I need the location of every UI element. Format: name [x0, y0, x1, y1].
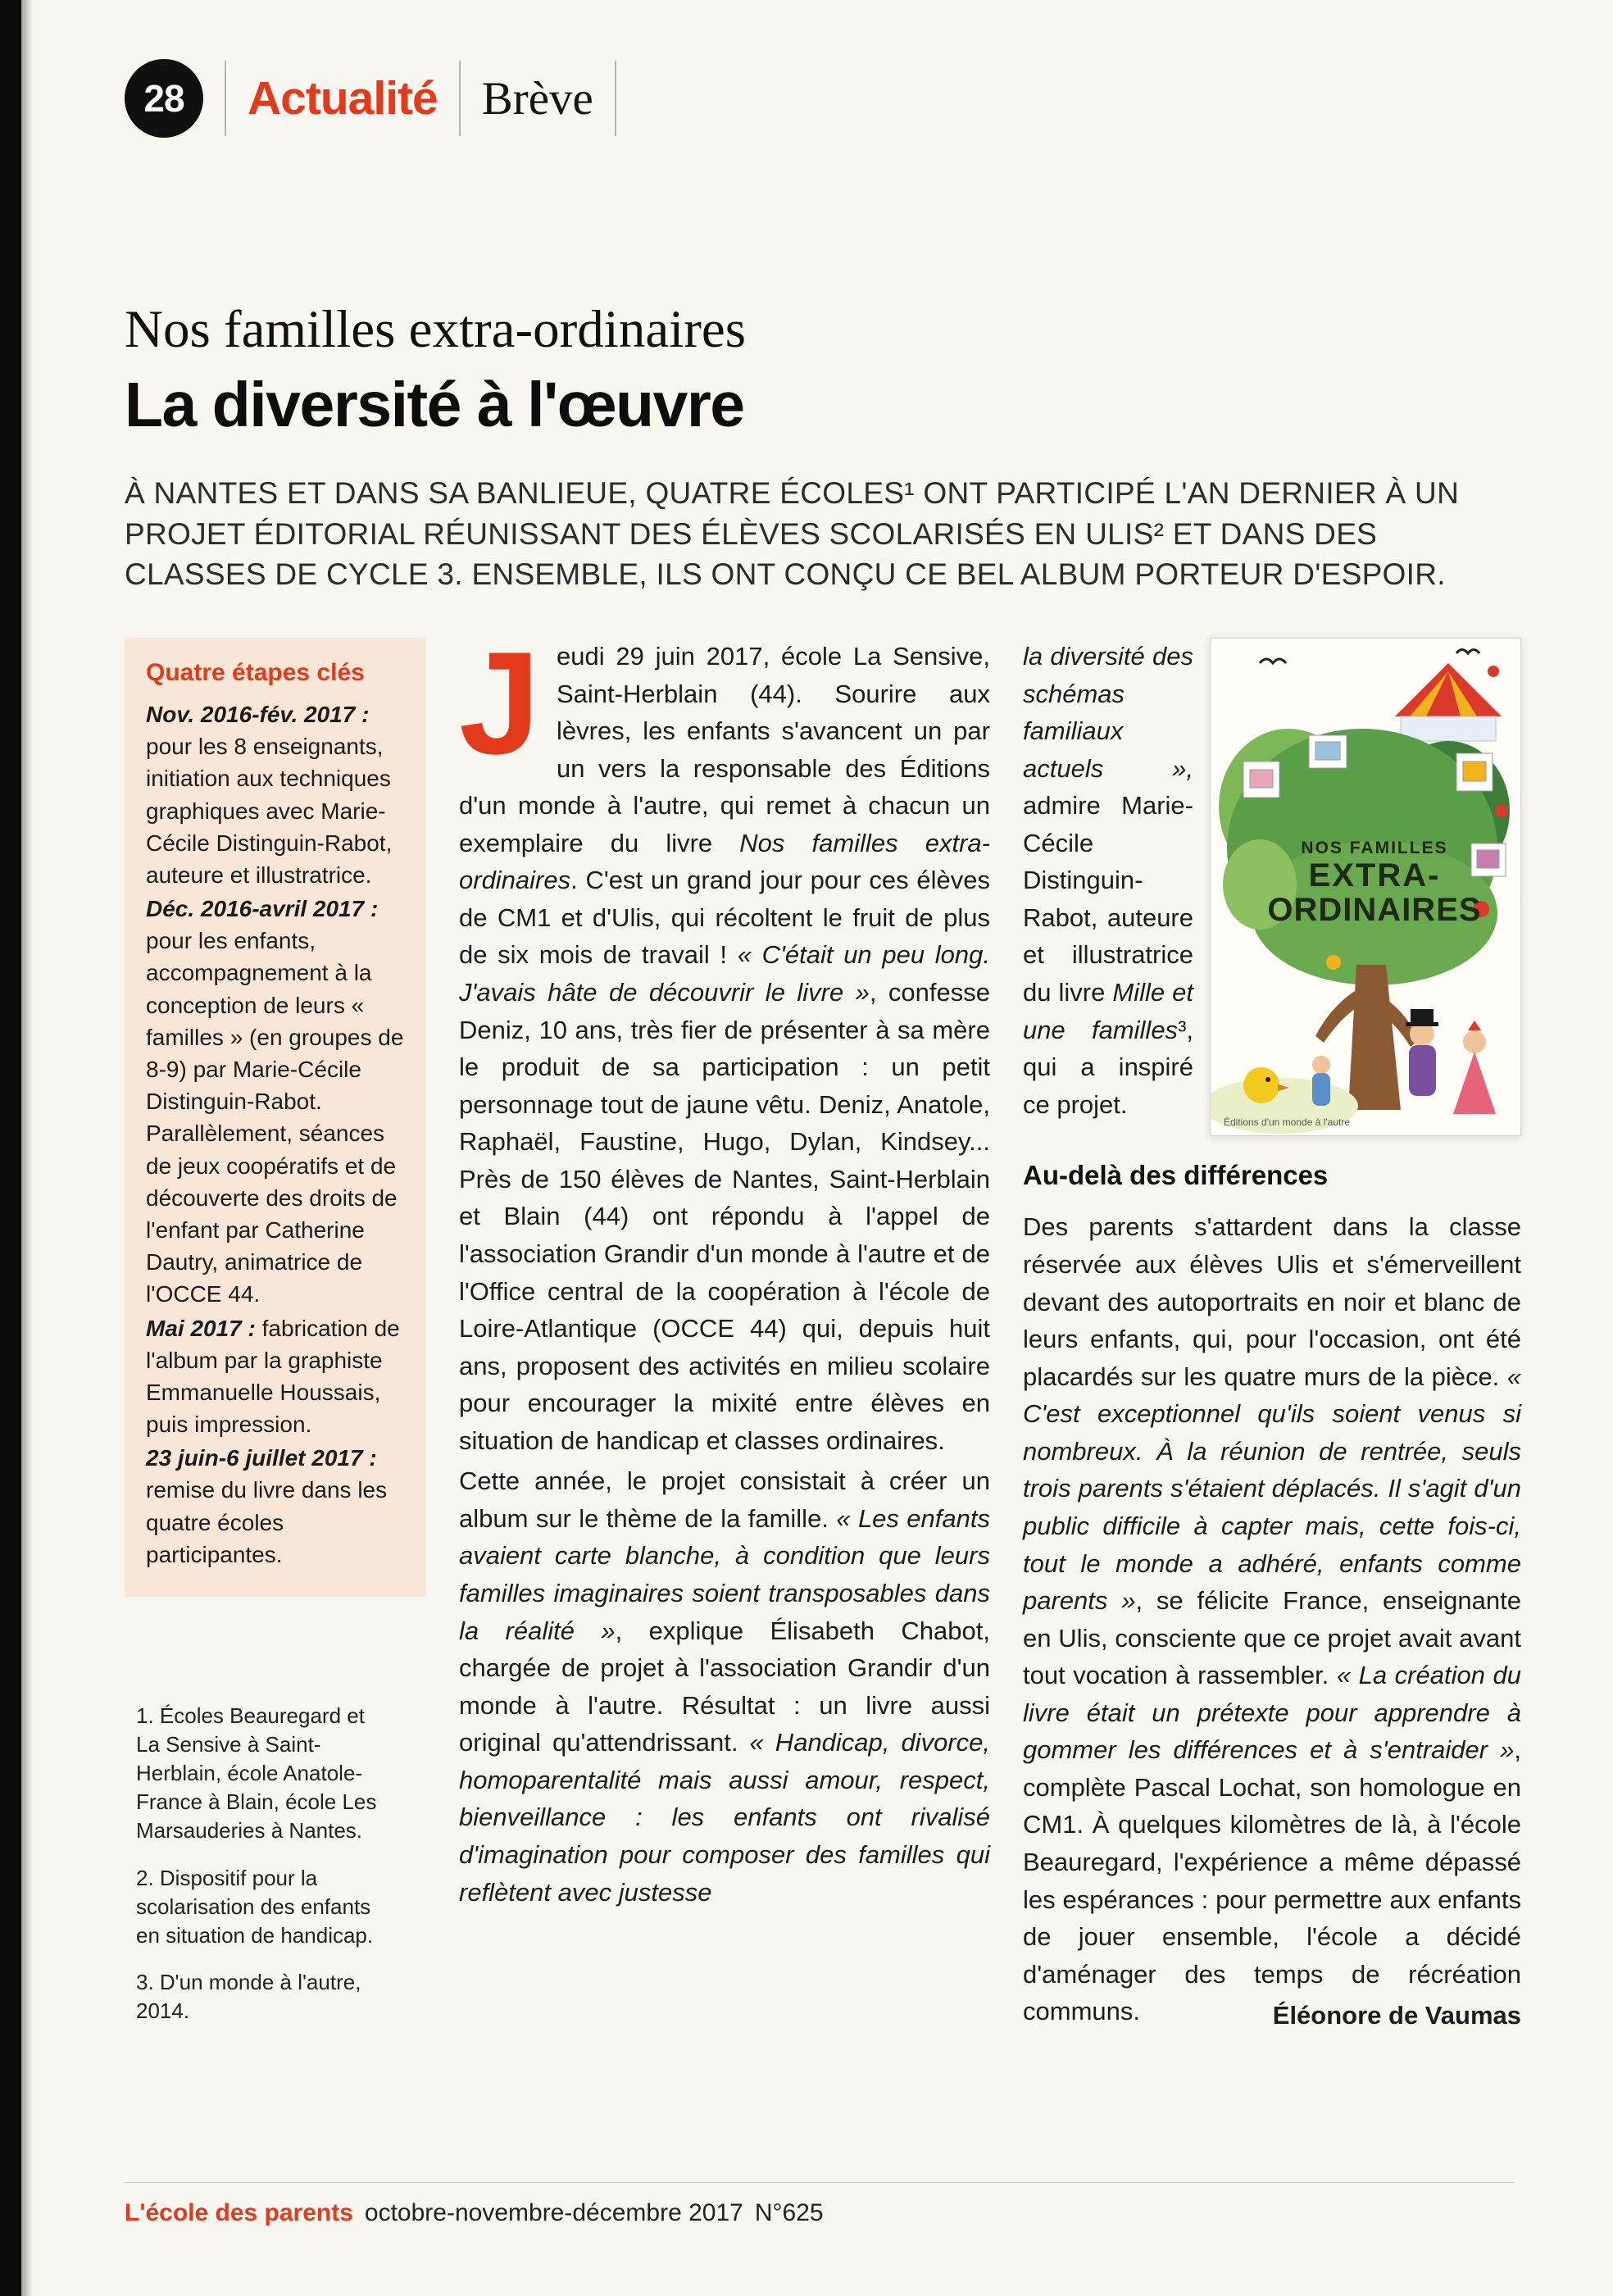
- step-text: pour les 8 enseignants, initiation aux techniques graphiques avec Marie-Cécile Distinguin-Rabot, auteure et illustratrice.: [146, 734, 393, 888]
- article-paragraph: Des parents s'attardent dans la classe réservée aux élèves Ulis et s'émerveillent devant des autoportraits en noir et blanc de leurs enfants, qui, pour l'occasion, ont été placardés sur les quatre murs de la pièce. « C'est exceptionnel qu'ils soient venus si nombreux. À la réunion de rentrée, seuls trois parents s'étaient déplacés. Il s'agit d'un public difficile à capter mais, cette fois-ci, tout le monde a adhéré, enfants comme parents », se félicite France, enseignante en Ulis, consciente que ce projet avait avant tout vocation à rassembler. « La création du livre était un prétexte pour apprendre à gommer les différences et à s'entraider », complète Pascal Lochat, son homologue en CM1. À quelques kilomètres de là, à l'école Beauregard, l'expérience a même dépassé les espérances : pour permettre aux enfants de jouer ensemble, l'école a décidé d'aménager des temps de récréation communs.: [1023, 1212, 1521, 2026]
- page-footer: [125, 2182, 1515, 2227]
- magazine-name: L'école des parents: [125, 2199, 353, 2226]
- step-date: Déc. 2016-avril 2017 :: [146, 896, 379, 922]
- title-block: [125, 302, 1521, 595]
- issue-number: N°625: [754, 2199, 824, 2226]
- sidebar-box: [125, 638, 426, 1597]
- page-number: 28: [143, 77, 184, 120]
- standfirst: À NANTES ET DANS SA BANLIEUE, QUATRE ÉCOLES¹ ONT PARTICIPÉ L'AN DERNIER À UN PROJET ÉDITORIAL RÉUNISSANT DES ÉLÈVES SCOLARISÉS EN ULIS² ET DANS DES CLASSES DE CYCLE 3. ENSEMBLE, ILS ONT CONÇU CE BEL ALBUM PORTEUR D'ESPOIR.: [125, 476, 1460, 592]
- step-date: 23 juin-6 juillet 2017 :: [146, 1445, 377, 1471]
- cover-title-line3: ORDINAIRES: [1267, 891, 1482, 928]
- sidebar-step: [146, 698, 407, 891]
- cover-publisher: Éditions d'un monde à l'autre: [1224, 1116, 1351, 1128]
- cover-title-line1: NOS FAMILLES: [1301, 838, 1448, 857]
- rubric-label: Brève: [481, 72, 593, 125]
- article-paragraph: la diversité des schémas familiaux actuels », admire Marie-Cécile Distinguin-Rabot, auteure et illustratrice du livre Mille et une familles³, qui a inspiré ce projet.: [1023, 641, 1193, 1119]
- sidebar-title: Quatre étapes clés: [146, 658, 365, 686]
- footnotes: [125, 1702, 426, 2025]
- dropcap: J: [459, 621, 540, 784]
- section-label: Actualité: [248, 72, 438, 125]
- footnote: 1. Écoles Beauregard et La Sensive à Saint-Herblain, école Anatole-France à Blain, école Les Marsauderies à Nantes.: [136, 1703, 377, 1844]
- footnote: 2. Dispositif pour la scolarisation des enfants en situation de handicap.: [136, 1865, 374, 1948]
- issue-date: octobre-novembre-décembre 2017: [364, 2199, 743, 2226]
- step-text: pour les enfants, accompagnement à la conception de leurs « familles » (en groupes de 8-9) par Marie-Cécile Distinguin-Rabot. Parallèlement, séances de jeux coopératifs et de découverte des droits de l'enfant par Catherine Dautry, animatrice de l'OCCE 44.: [146, 928, 404, 1307]
- step-text: remise du livre dans les quatre écoles participantes.: [146, 1477, 388, 1567]
- article-columns: [125, 621, 1521, 2044]
- article-subhead: Au-delà des différences: [1023, 1159, 1329, 1190]
- article-paragraph: [459, 621, 990, 1459]
- cover-title-line2: EXTRA-: [1308, 857, 1441, 893]
- paragraph-text: eudi 29 juin 2017, école La Sensive, Saint-Herblain (44). Sourire aux lèvres, les enfants s'avancent un par un vers la responsable des Éditions d'un monde à l'autre, qui remet à chacun un exemplaire du livre Nos familles extra-ordinaires. C'est un grand jour pour ces élèves de CM1 et d'Ulis, qui récoltent le fruit de plus de six mois de travail ! « C'était un peu long. J'avais hâte de découvrir le livre », confesse Deniz, 10 ans, très fier de présenter à sa mère le produit de sa participation : un petit personnage tout de jaune vêtu. Deniz, Anatole, Raphaël, Faustine, Hugo, Dylan, Kindsey... Près de 150 élèves de Nantes, Saint-Herblain et Blain (44) ont répondu à l'appel de l'association Grandir d'un monde à l'autre et de l'Office central de la coopération à l'école de Loire-Atlantique (OCCE 44) qui, depuis huit ans, proposent des activités en milieu scolaire pour encourager la mixité entre élèves en situation de handicap et classes ordinaires.: [459, 641, 990, 1455]
- book-cover-illustration: [1211, 639, 1520, 1135]
- article-kicker: Nos familles extra-ordinaires: [125, 300, 747, 359]
- right-column: [1023, 638, 1521, 2044]
- divider: [459, 61, 461, 136]
- book-cover: [1210, 638, 1521, 1136]
- divider: [615, 61, 616, 136]
- left-column: [125, 638, 426, 2044]
- page-number-badge: [125, 59, 203, 138]
- step-date: Mai 2017 :: [146, 1315, 256, 1341]
- masthead: [125, 57, 1521, 139]
- middle-column: [459, 621, 991, 2044]
- sidebar-step: [146, 1442, 407, 1571]
- sidebar-step: [146, 893, 407, 1310]
- article-paragraph: Cette année, le projet consistait à créer un album sur le thème de la famille. « Les enfants avaient carte blanche, à condition que leurs familles imaginaires soient transposables dans la réalité », explique Élisabeth Chabot, chargée de projet à l'association Grandir d'un monde à l'autre. Résultat : un livre aussi original qu'attendrissant. « Handicap, divorce, homoparentalité mais aussi amour, respect, bienveillance : les enfants ont rivalisé d'imagination pour composer des familles qui reflètent avec justesse: [459, 1466, 991, 1907]
- step-date: Nov. 2016-fév. 2017 :: [146, 701, 370, 727]
- byline: Éléonore de Vaumas: [1272, 2000, 1521, 2030]
- divider: [225, 61, 226, 136]
- sidebar-step: [146, 1312, 407, 1441]
- footnote: 3. D'un monde à l'autre, 2014.: [136, 1969, 361, 2023]
- article-title: La diversité à l'œuvre: [125, 370, 744, 441]
- step-text: fabrication de l'album par la graphiste Emmanuelle Houssais, puis impression.: [146, 1315, 400, 1438]
